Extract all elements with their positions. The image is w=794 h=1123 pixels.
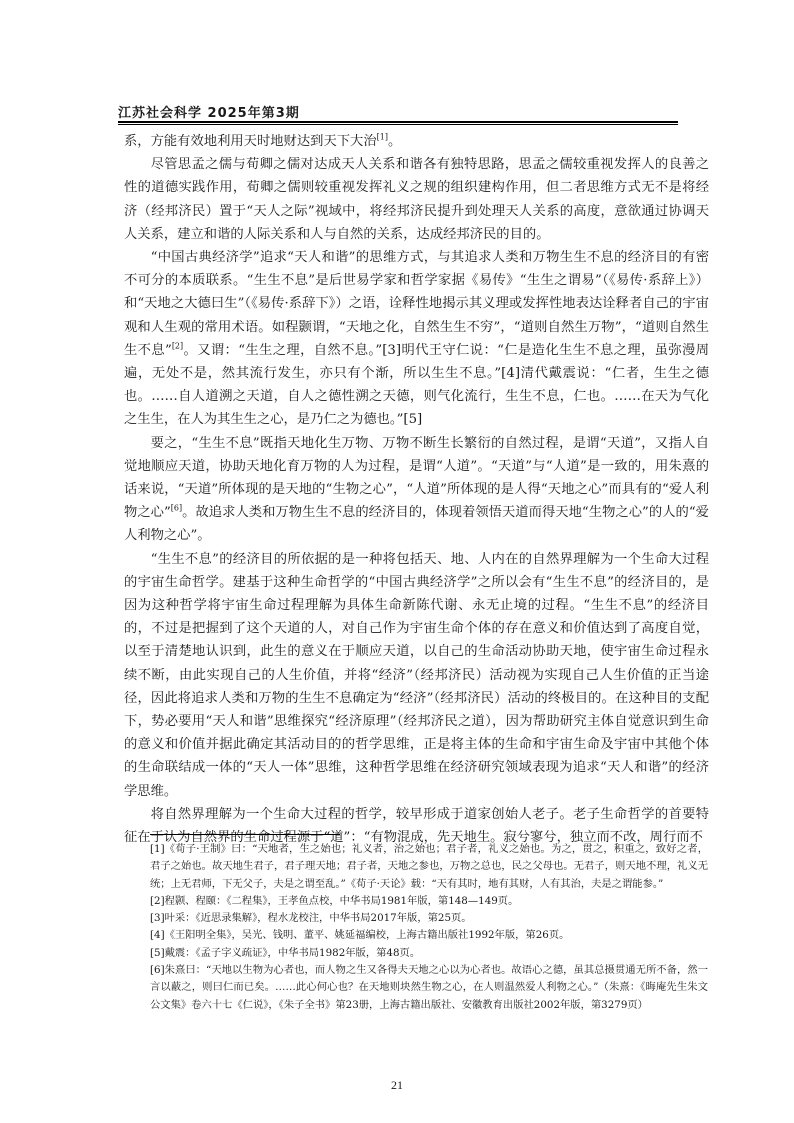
footnotes	[150, 841, 708, 1014]
page-number: 21	[391, 1078, 403, 1092]
footnote: [6]朱熹曰：“天地以生物为心者也，而人物之生又各得夫天地之心以为心者也。故语心之德，虽其总摄贯通无所不备，然一言以蔽之，则曰仁而已矣。……此心何心也？在天地则块然生物之心，在人则温然爱人利物之心。”（朱熹：《晦庵先生朱文公文集》卷六十七《仁说》，《朱子全书》第23册，上海古籍出版社、安徽教育出版社2002年版，第3279页）	[150, 964, 708, 1011]
footnote-rule	[150, 834, 340, 835]
running-header	[118, 102, 678, 121]
paragraph: 系，方能有效地利用天时地财达到天下大治[1]。	[124, 132, 402, 149]
journal-title: 江苏社会科学 2025年第3期	[118, 106, 300, 121]
article-body	[124, 130, 709, 849]
footnote: [5]戴震：《孟子字义疏证》，中华书局1982年版，第48页。	[150, 946, 421, 959]
paragraph: 要之，“生生不息”既指天地化生万物、万物不断生长繁衍的自然过程，是谓“天道”，又指人自觉地顺应天道，协助天地化育万物的人为过程，是谓“人道”。“天道”与“人道”是一致的，用朱熹的话来说，“天道”所体现的是天地的“生物之心”，“人道”所体现的是人得“天地之心”而具有的“爱人利物之心”[6]。故追求人类和万物生生不息的经济目的，体现着领悟天道而得天地“生物之心”的人的“爱人利物之心”。	[124, 435, 709, 544]
header-rule	[118, 121, 678, 123]
paragraph: “中国古典经济学”追求“天人和谐”的思维方式，与其追求人类和万物生生不息的经济目的有密不可分的本质联系。“生生不息”是后世易学家和哲学家据《易传》“生生之谓易”（《易传·系辞上》）和“天地之大德曰生”（《易传·系辞下》）之语，诠释性地揭示其义理或发挥性地表达诠释者自己的宇宙观和人生观的常用术语。如程颢谓，“天地之化，自然生生不穷”，“道则自然生万物”，“道则自然生生不息”[2]。又谓：“生生之理，自然不息。”[3]明代王守仁说：“仁是造化生生不息之理，虽弥漫周遍，无处不是，然其流行发生，亦只有个渐，所以生生不息。”[4]清代戴震说：“仁者，生生之德也。……自人道溯之天道，自人之德性溯之天德，则气化流行，生生不息，仁也。……在天为气化之生生，在人为其生生之心，是乃仁之为德也。”[5]	[124, 250, 709, 428]
footnote: [3]叶采：《近思录集解》，程水龙校注，中华书局2017年版，第25页。	[150, 912, 472, 925]
footnote: [2]程颢、程颐：《二程集》，王孝鱼点校，中华书局1981年版，第148—149页。	[150, 894, 519, 907]
footnote: [1]《荀子·王制》曰：“天地者，生之始也；礼义者，治之始也；君子者，礼义之始也。为之，贯之，积重之，致好之者，君子之始也。故天地生君子，君子理天地；君子者，天地之参也，万物之总也，民之父母也。无君子，则天地不理，礼义无统；上无君师，下无父子，夫是之谓至乱。”《荀子·天论》载：“天有其时，地有其财，人有其治，夫是之谓能参。”	[150, 843, 708, 890]
paragraph: 将自然界理解为一个生命大过程的哲学，较早形成于道家创始人老子。老子生命哲学的首要特征在于认为自然界的生命过程源于“道”：“有物混成，先天地生。寂兮寥兮，独立而不改，周行而不	[124, 806, 709, 846]
paragraph: “生生不息”的经济目的所依据的是一种将包括天、地、人内在的自然界理解为一个生命大过程的宇宙生命哲学。建基于这种生命哲学的“中国古典经济学”之所以会有“生生不息”的经济目的，是因为这种哲学将宇宙生命过程理解为具体生命新陈代谢、永无止境的过程。“生生不息”的经济目的，不过是把握到了这个天道的人，对自己作为宇宙生命个体的存在意义和价值达到了高度自觉，以至于清楚地认识到，此生的意义在于顺应天道，以自己的生命活动协助天地，使宇宙生命过程永续不断，由此实现自己的人生价值，并将“经济”（经邦济民）活动视为实现自己人生价值的正当途径，因此将追求人类和万物的生生不息确定为“经济”（经邦济民）活动的终极目的。在这种目的支配下，势必要用“天人和谐”思维探究“经济原理”（经邦济民之道），因为帮助研究主体自觉意识到生命的意义和价值并据此确定其活动目的的哲学思维，正是将主体的生命和宇宙生命及宇宙中其他个体的生命联结成一体的“天人一体”思维，这种哲学思维在经济研究领域表现为追求“天人和谐”的经济学思维。	[124, 551, 709, 799]
footnote: [4]《王阳明全集》，吴光、钱明、董平、姚延福编校，上海古籍出版社1992年版，第26页。	[150, 929, 570, 942]
paragraph: 尽管思孟之儒与荀卿之儒对达成天人关系和谐各有独特思路，思孟之儒较重视发挥人的良善之性的道德实践作用，荀卿之儒则较重视发挥礼义之规的组织建构作用，但二者思维方式无不是将经济（经邦济民）置于“天人之际”视域中，将经邦济民提升到处理天人关系的高度，意欲通过协调天人关系，建立和谐的人际关系和人与自然的关系，达成经邦济民的目的。	[124, 157, 709, 242]
header-rule-thin	[118, 124, 678, 125]
